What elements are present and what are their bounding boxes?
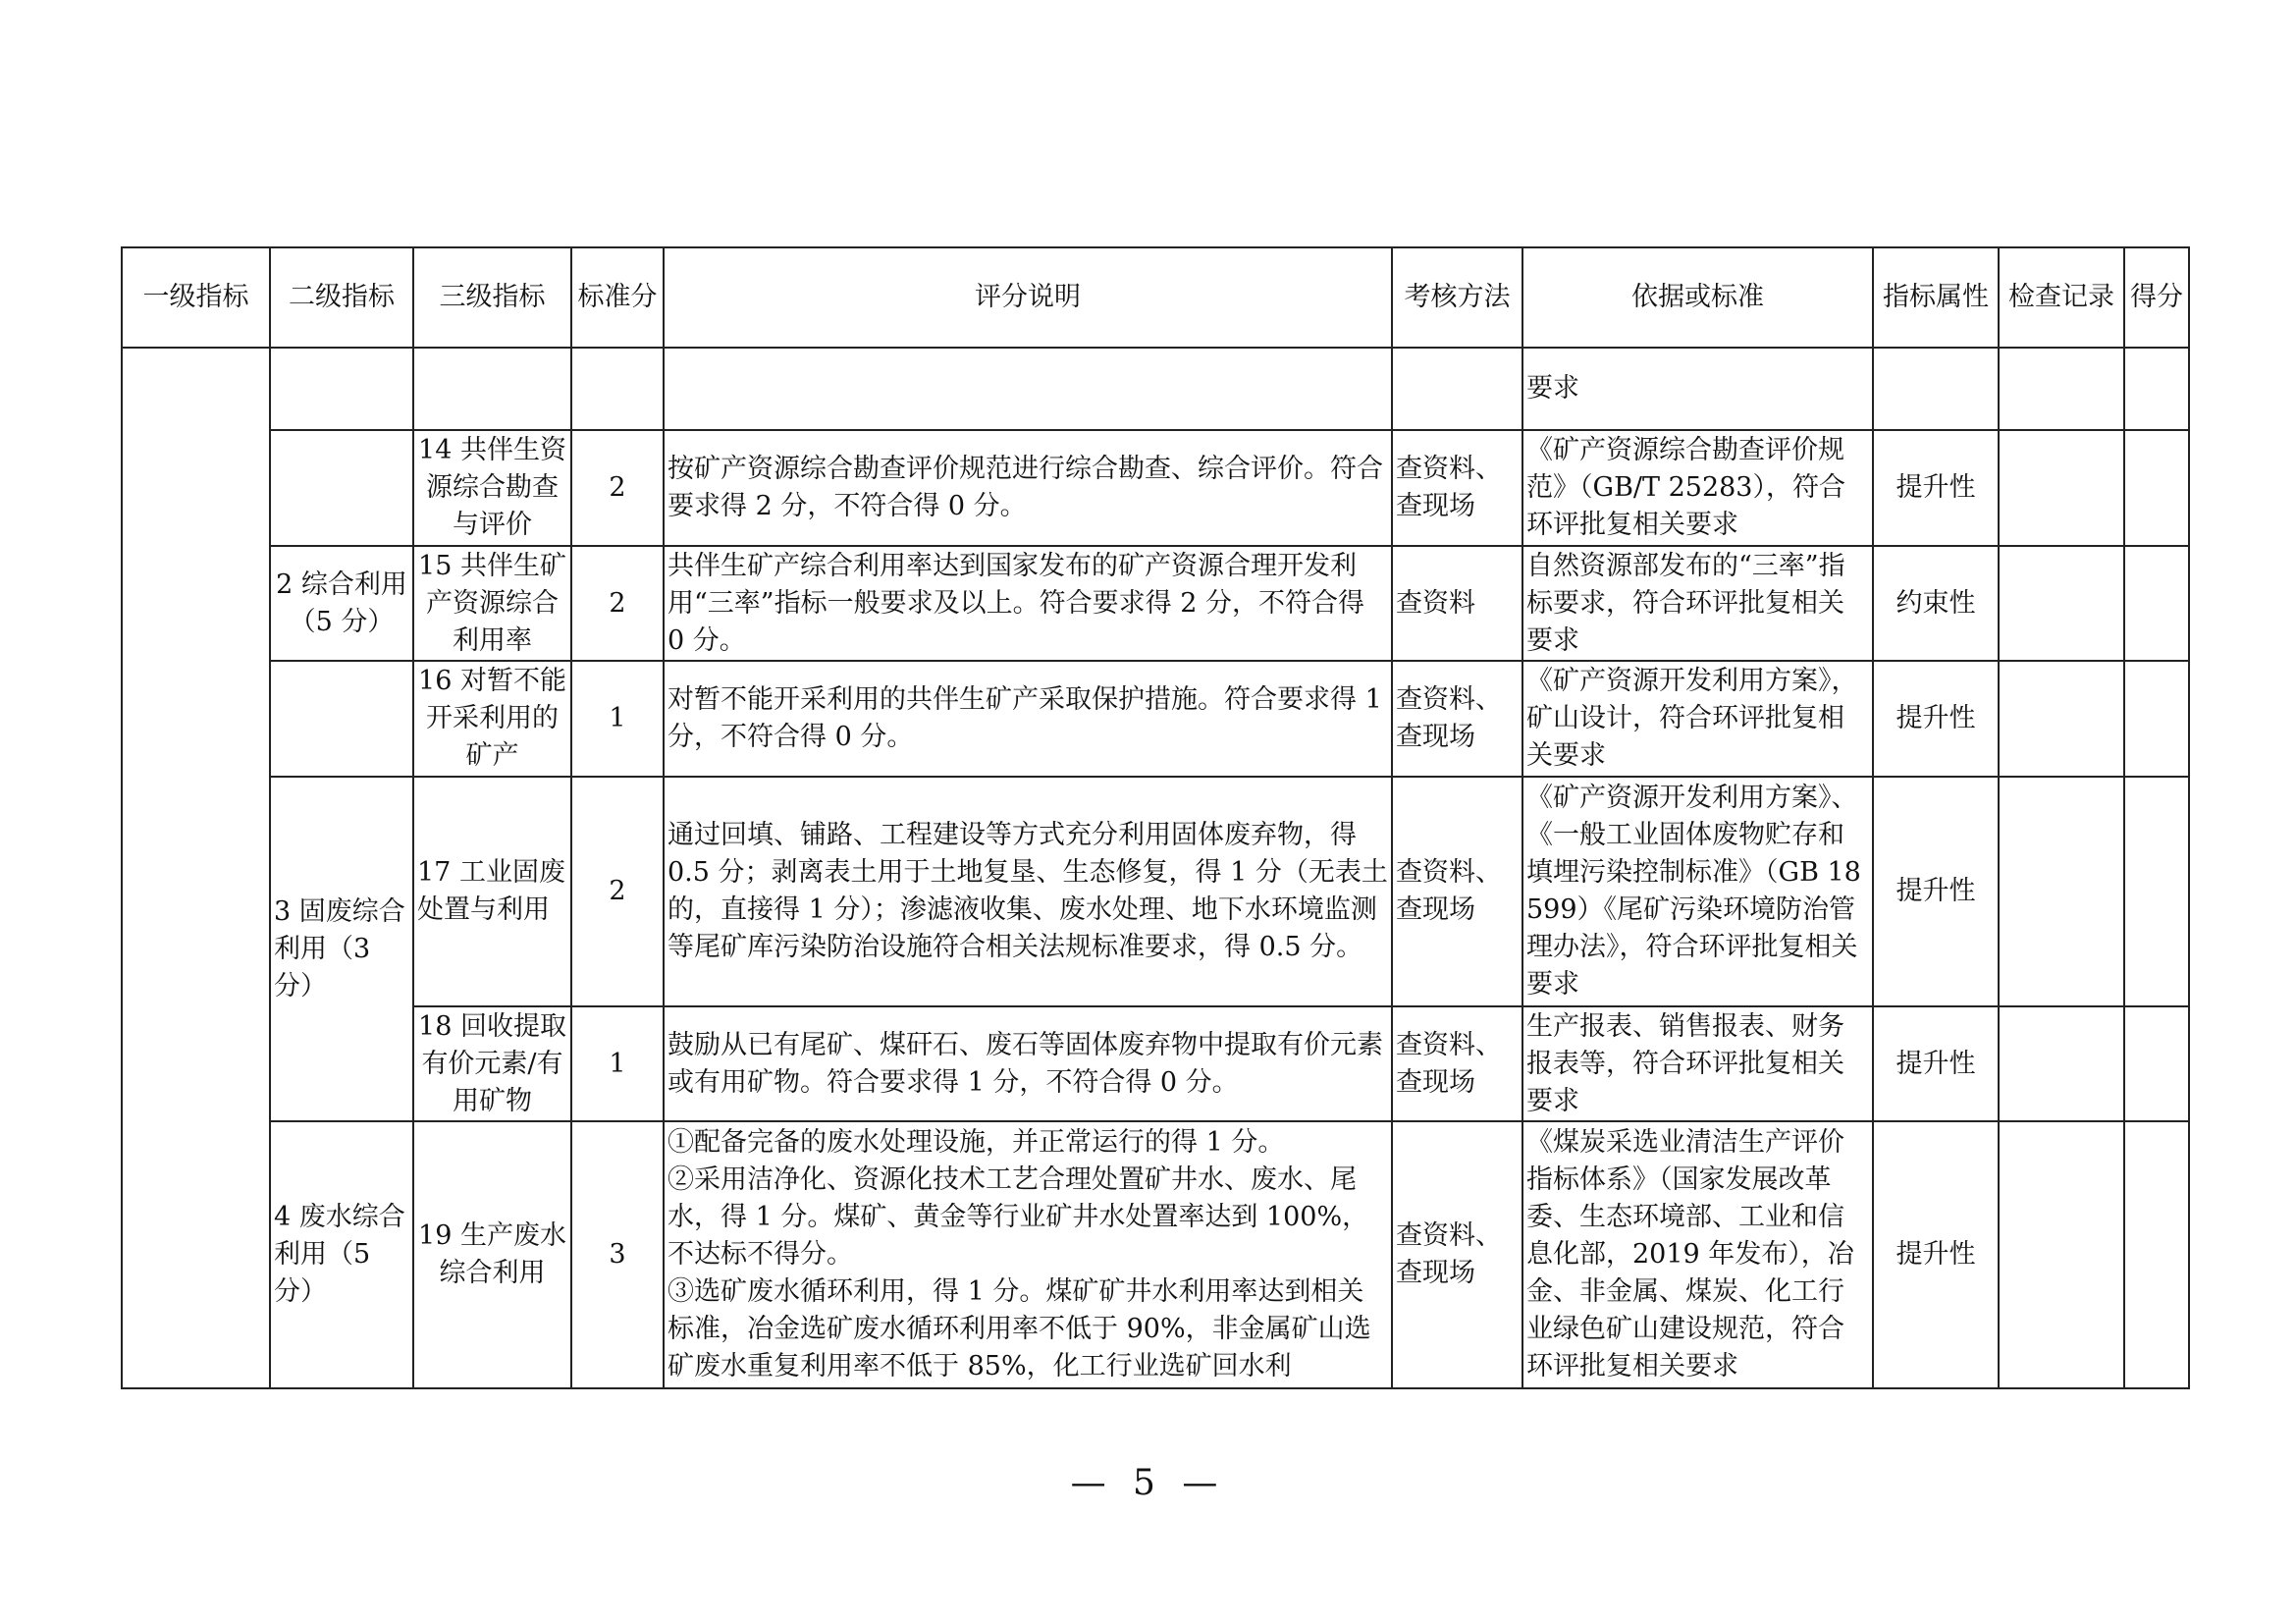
attr-cell: 提升性 bbox=[1873, 661, 1999, 777]
header-level1: 一级指标 bbox=[122, 247, 270, 348]
record-cell bbox=[1999, 1006, 2124, 1121]
desc-cell: 对暂不能开采利用的共伴生矿产采取保护措施。符合要求得 1 分，不符合得 0 分。 bbox=[664, 661, 1392, 777]
header-scoring-desc: 评分说明 bbox=[664, 247, 1392, 348]
record-cell bbox=[1999, 1121, 2124, 1388]
score-cell: 3 bbox=[571, 1121, 664, 1388]
header-level2: 二级指标 bbox=[270, 247, 413, 348]
method-cell: 查资料 bbox=[1392, 546, 1522, 661]
header-attribute: 指标属性 bbox=[1873, 247, 1999, 348]
desc-cell: 按矿产资源综合勘查评价规范进行综合勘查、综合评价。符合要求得 2 分，不符合得 0 分。 bbox=[664, 430, 1392, 546]
score-cell: 1 bbox=[571, 1006, 664, 1121]
desc-cell: 共伴生矿产综合利用率达到国家发布的矿产资源合理开发利用“三率”指标一般要求及以上。符合要求得 2 分，不符合得 0 分。 bbox=[664, 546, 1392, 661]
record-cell bbox=[1999, 430, 2124, 546]
basis-cell: 要求 bbox=[1522, 348, 1873, 430]
level3-cell: 16 对暂不能开采利用的矿产 bbox=[413, 661, 571, 777]
header-level3: 三级指标 bbox=[413, 247, 571, 348]
table-row bbox=[122, 546, 2189, 661]
points-cell bbox=[2124, 546, 2189, 661]
level2-cell: 3 固废综合利用（3 分） bbox=[270, 777, 413, 1121]
desc-item-1: ①配备完备的废水处理设施，并正常运行的得 1 分。 bbox=[667, 1127, 1285, 1158]
header-row bbox=[122, 247, 2189, 348]
attr-cell bbox=[1873, 348, 1999, 430]
table-row bbox=[122, 348, 2189, 430]
method-cell: 查资料、查现场 bbox=[1392, 430, 1522, 546]
basis-cell: 《矿产资源开发利用方案》，矿山设计，符合环评批复相关要求 bbox=[1522, 661, 1873, 777]
level2-cell: 4 废水综合利用（5 分） bbox=[270, 1121, 413, 1388]
level3-cell: 19 生产废水综合利用 bbox=[413, 1121, 571, 1388]
level2-cell: 2 综合利用（5 分） bbox=[270, 546, 413, 661]
desc-cell bbox=[664, 1121, 1392, 1388]
page-number: — 5 — bbox=[1070, 1463, 1226, 1503]
header-check-record: 检查记录 bbox=[1999, 247, 2124, 348]
table-row bbox=[122, 430, 2189, 546]
attr-cell: 提升性 bbox=[1873, 1121, 1999, 1388]
attr-cell: 提升性 bbox=[1873, 777, 1999, 1006]
points-cell bbox=[2124, 430, 2189, 546]
level2-cell bbox=[270, 661, 413, 777]
level1-cell bbox=[122, 348, 270, 1388]
points-cell bbox=[2124, 1121, 2189, 1388]
level3-cell: 15 共伴生矿产资源综合利用率 bbox=[413, 546, 571, 661]
method-cell: 查资料、查现场 bbox=[1392, 1121, 1522, 1388]
record-cell bbox=[1999, 661, 2124, 777]
header-standard-score: 标准分 bbox=[571, 247, 664, 348]
level3-cell: 18 回收提取有价元素/有用矿物 bbox=[413, 1006, 571, 1121]
basis-cell: 生产报表、销售报表、财务报表等，符合环评批复相关要求 bbox=[1522, 1006, 1873, 1121]
desc-cell bbox=[664, 348, 1392, 430]
level3-cell: 17 工业固废处置与利用 bbox=[413, 777, 571, 1006]
desc-cell: 通过回填、铺路、工程建设等方式充分利用固体废弃物，得 0.5 分；剥离表土用于土地复垦、生态修复，得 1 分（无表土的，直接得 1 分）；渗滤液收集、废水处理、地下水环境监测等尾矿库污染防治设施符合相关法规标准要求，得 0.5 分。 bbox=[664, 777, 1392, 1006]
attr-cell: 提升性 bbox=[1873, 1006, 1999, 1121]
record-cell bbox=[1999, 546, 2124, 661]
record-cell bbox=[1999, 348, 2124, 430]
method-cell: 查资料、查现场 bbox=[1392, 1006, 1522, 1121]
points-cell bbox=[2124, 348, 2189, 430]
attr-cell: 约束性 bbox=[1873, 546, 1999, 661]
desc-item-3: ③选矿废水循环利用，得 1 分。煤矿矿井水利用率达到相关标准，冶金选矿废水循环利用率不低于 90%，非金属矿山选矿废水重复利用率不低于 85%，化工行业选矿回水利 bbox=[667, 1276, 1371, 1381]
score-cell bbox=[571, 348, 664, 430]
level2-cell bbox=[270, 348, 413, 430]
points-cell bbox=[2124, 661, 2189, 777]
table-row bbox=[122, 1121, 2189, 1388]
table-row bbox=[122, 777, 2189, 1006]
points-cell bbox=[2124, 1006, 2189, 1121]
desc-item-2: ②采用洁净化、资源化技术工艺合理处置矿井水、废水、尾水，得 1 分。煤矿、黄金等行业矿井水处置率达到 100%，不达标不得分。 bbox=[667, 1164, 1369, 1270]
score-cell: 2 bbox=[571, 777, 664, 1006]
table-row bbox=[122, 1006, 2189, 1121]
level2-cell bbox=[270, 430, 413, 546]
score-cell: 2 bbox=[571, 546, 664, 661]
score-cell: 2 bbox=[571, 430, 664, 546]
basis-cell: 《矿产资源综合勘查评价规范》（GB/T 25283），符合环评批复相关要求 bbox=[1522, 430, 1873, 546]
basis-cell: 《矿产资源开发利用方案》、《一般工业固体废物贮存和填埋污染控制标准》（GB 18599）《尾矿污染环境防治管理办法》，符合环评批复相关要求 bbox=[1522, 777, 1873, 1006]
header-basis: 依据或标准 bbox=[1522, 247, 1873, 348]
header-score: 得分 bbox=[2124, 247, 2189, 348]
table-row bbox=[122, 661, 2189, 777]
desc-cell: 鼓励从已有尾矿、煤矸石、废石等固体废弃物中提取有价元素或有用矿物。符合要求得 1 分，不符合得 0 分。 bbox=[664, 1006, 1392, 1121]
method-cell: 查资料、查现场 bbox=[1392, 777, 1522, 1006]
record-cell bbox=[1999, 777, 2124, 1006]
attr-cell: 提升性 bbox=[1873, 430, 1999, 546]
points-cell bbox=[2124, 777, 2189, 1006]
method-cell: 查资料、查现场 bbox=[1392, 661, 1522, 777]
evaluation-table bbox=[121, 246, 2190, 1389]
level3-cell bbox=[413, 348, 571, 430]
method-cell bbox=[1392, 348, 1522, 430]
level3-cell: 14 共伴生资源综合勘查与评价 bbox=[413, 430, 571, 546]
basis-cell: 《煤炭采选业清洁生产评价指标体系》（国家发展改革委、生态环境部、工业和信息化部，2019 年发布），冶金、非金属、煤炭、化工行业绿色矿山建设规范，符合环评批复相关要求 bbox=[1522, 1121, 1873, 1388]
basis-cell: 自然资源部发布的“三率”指标要求，符合环评批复相关要求 bbox=[1522, 546, 1873, 661]
header-method: 考核方法 bbox=[1392, 247, 1522, 348]
score-cell: 1 bbox=[571, 661, 664, 777]
